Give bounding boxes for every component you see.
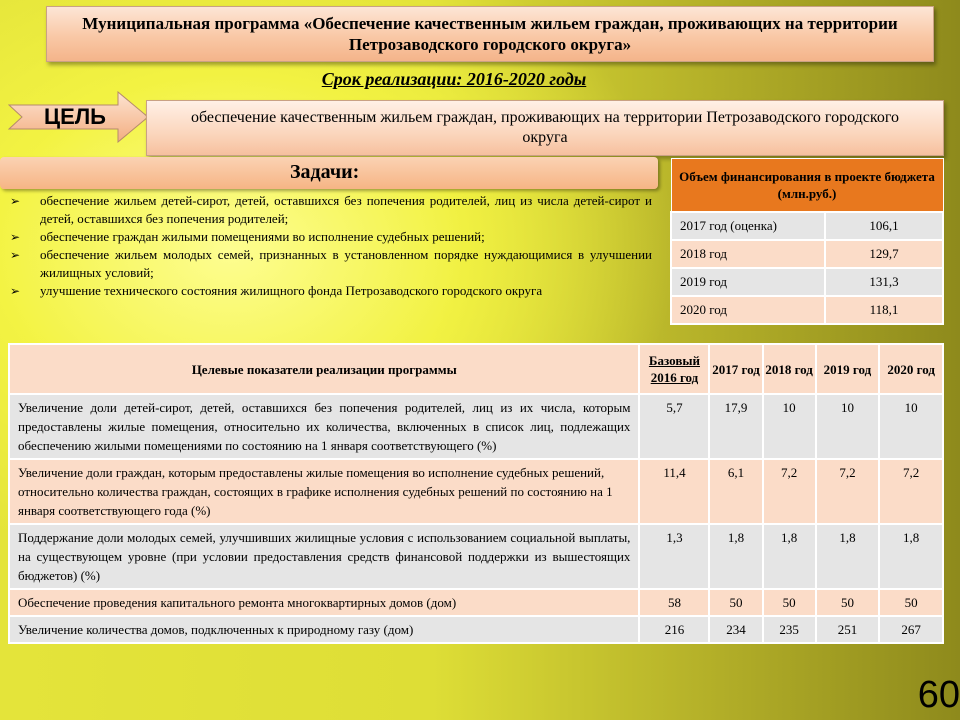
task-item xyxy=(10,192,652,228)
indicator-value: 10 xyxy=(879,394,943,459)
indicator-row xyxy=(9,394,943,459)
indicator-value: 7,2 xyxy=(879,459,943,524)
arrow-bullet-icon: ➢ xyxy=(10,194,21,208)
financing-table xyxy=(670,158,944,325)
indicator-label: Увеличение доли граждан, которым предоставлены жилые помещения во исполнение судебных решений, относительно количества граждан, состоящих в графике исполнения судебных решений по состоянию на 1 января соответствующего года (%) xyxy=(9,459,639,524)
indicator-value: 267 xyxy=(879,616,943,643)
indicators-header-year: 2019 год xyxy=(816,344,880,394)
indicators-header-year: 2017 год xyxy=(709,344,762,394)
indicator-value: 17,9 xyxy=(709,394,762,459)
indicator-row xyxy=(9,616,943,643)
page-number: 60 xyxy=(917,674,960,716)
task-text: обеспечение жильем детей-сирот, детей, оставшихся без попечения родителей, лиц из числа детей-сирот и детей, оставшихся без попечения родителей; xyxy=(40,193,652,226)
indicator-label: Обеспечение проведения капитального ремонта многоквартирных домов (дом) xyxy=(9,589,639,616)
financing-value: 131,3 xyxy=(825,268,943,296)
indicators-header-base: Базовый 2016 год xyxy=(639,344,709,394)
indicator-value: 216 xyxy=(639,616,709,643)
indicators-header-label: Целевые показатели реализации программы xyxy=(9,344,639,394)
financing-row xyxy=(671,296,943,324)
task-text: улучшение технического состояния жилищного фонда Петрозаводского городского округа xyxy=(40,283,543,298)
indicator-value: 1,8 xyxy=(709,524,762,589)
financing-year: 2018 год xyxy=(671,240,825,268)
task-item xyxy=(10,228,652,246)
indicators-header-row xyxy=(9,344,943,394)
indicator-value: 234 xyxy=(709,616,762,643)
indicator-value: 50 xyxy=(709,589,762,616)
financing-value: 129,7 xyxy=(825,240,943,268)
financing-header: Объем финансирования в проекте бюджета (млн.руб.) xyxy=(671,159,943,213)
indicator-value: 5,7 xyxy=(639,394,709,459)
indicators-header-year: 2020 год xyxy=(879,344,943,394)
indicator-value: 235 xyxy=(763,616,816,643)
indicator-label: Увеличение количества домов, подключенных к природному газу (дом) xyxy=(9,616,639,643)
financing-row xyxy=(671,212,943,240)
indicator-value: 1,8 xyxy=(879,524,943,589)
goal-label: ЦЕЛЬ xyxy=(44,104,106,129)
indicator-value: 50 xyxy=(816,589,880,616)
indicator-value: 6,1 xyxy=(709,459,762,524)
indicator-value: 11,4 xyxy=(639,459,709,524)
indicators-header-year: 2018 год xyxy=(763,344,816,394)
financing-value: 106,1 xyxy=(825,212,943,240)
indicator-label: Увеличение доли детей-сирот, детей, оставшихся без попечения родителей, лиц из их числа, которым предоставлены жилые помещения, относительно их количества, включенных в список лиц, подлежащих обеспечению жилыми помещениями по состоянию на 1 января соответствующего (%) xyxy=(9,394,639,459)
tasks-list xyxy=(10,192,652,300)
indicator-label: Поддержание доли молодых семей, улучшивших жилищные условия с использованием социальной выплаты, на существующем уровне (при условии предоставления средств финансовой поддержки из вышестоящих бюджетов) (%) xyxy=(9,524,639,589)
goal-text: обеспечение качественным жильем граждан, проживающих на территории Петрозаводского городского округа xyxy=(146,100,944,156)
indicator-value: 1,3 xyxy=(639,524,709,589)
arrow-bullet-icon: ➢ xyxy=(10,230,21,244)
indicator-value: 1,8 xyxy=(816,524,880,589)
task-text: обеспечение жильем молодых семей, признанных в установленном порядке нуждающимися в улучшении жилищных условий; xyxy=(40,247,652,280)
arrow-bullet-icon: ➢ xyxy=(10,248,21,262)
indicator-value: 1,8 xyxy=(763,524,816,589)
indicator-value: 7,2 xyxy=(816,459,880,524)
tasks-header-label: Задачи: xyxy=(290,161,360,183)
indicator-value: 251 xyxy=(816,616,880,643)
indicator-row xyxy=(9,459,943,524)
task-item xyxy=(10,246,652,282)
indicator-row xyxy=(9,524,943,589)
financing-value: 118,1 xyxy=(825,296,943,324)
indicators-table xyxy=(8,343,944,644)
indicator-value: 58 xyxy=(639,589,709,616)
task-text: обеспечение граждан жилыми помещениями во исполнение судебных решений; xyxy=(40,229,485,244)
indicator-value: 7,2 xyxy=(763,459,816,524)
tasks-header xyxy=(0,157,658,189)
financing-year: 2020 год xyxy=(671,296,825,324)
financing-row xyxy=(671,240,943,268)
arrow-bullet-icon: ➢ xyxy=(10,284,21,298)
financing-row xyxy=(671,268,943,296)
implementation-period: Срок реализации: 2016-2020 годы xyxy=(321,69,587,89)
indicator-value: 10 xyxy=(816,394,880,459)
indicator-value: 50 xyxy=(879,589,943,616)
indicator-value: 10 xyxy=(763,394,816,459)
indicator-value: 50 xyxy=(763,589,816,616)
financing-year: 2019 год xyxy=(671,268,825,296)
indicator-row xyxy=(9,589,943,616)
program-title: Муниципальная программа «Обеспечение качественным жильем граждан, проживающих на территории Петрозаводского городского округа» xyxy=(46,6,934,62)
task-item xyxy=(10,282,652,300)
financing-year: 2017 год (оценка) xyxy=(671,212,825,240)
